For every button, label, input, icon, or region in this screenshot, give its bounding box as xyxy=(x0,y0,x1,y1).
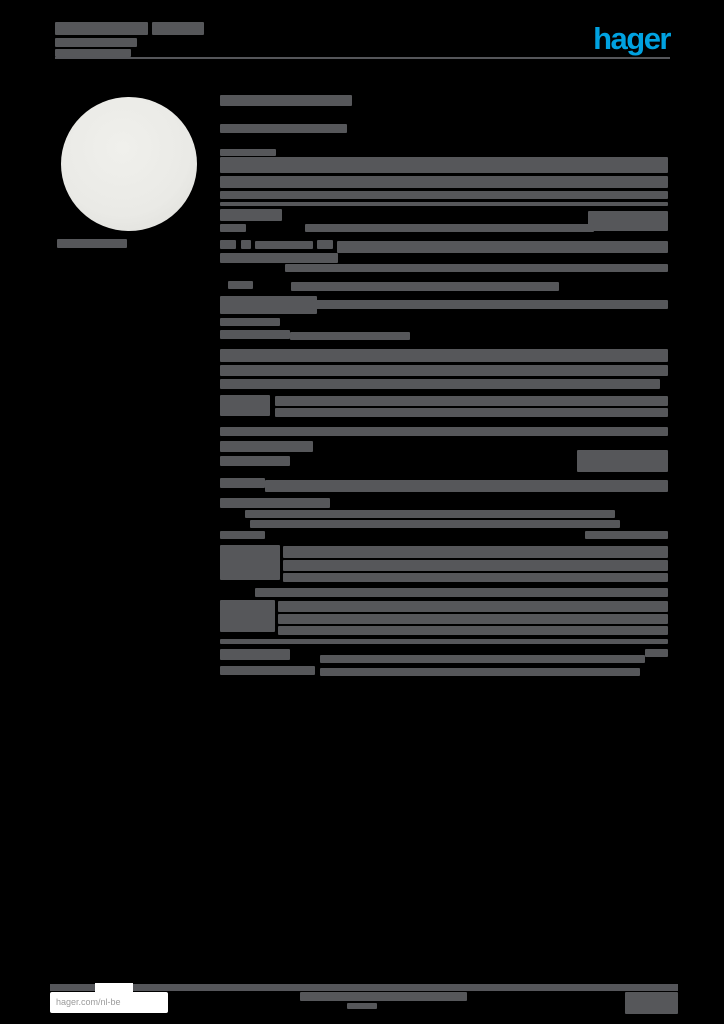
spec-rows-bar xyxy=(285,264,668,272)
product-caption-bar xyxy=(57,239,127,248)
spec-rows-bar xyxy=(220,395,270,416)
spec-rows-bar xyxy=(290,332,410,340)
spec-rows-bar xyxy=(320,655,645,663)
content-paragraph-bar xyxy=(220,149,276,156)
spec-rows-bar xyxy=(275,408,668,417)
header-title-lines-bar xyxy=(55,22,148,35)
hager-logo: hager xyxy=(593,21,670,56)
spec-rows-bar xyxy=(220,600,275,632)
spec-rows-bar xyxy=(265,480,668,492)
content-title-bar xyxy=(220,124,347,133)
spec-rows-bar xyxy=(220,365,668,376)
spec-rows-bar xyxy=(228,281,253,289)
spec-rows-bar xyxy=(337,241,668,253)
spec-rows-bar xyxy=(220,498,330,508)
spec-rows-bar xyxy=(220,456,290,466)
spec-rows-bar xyxy=(317,240,333,249)
spec-rows-bar xyxy=(278,614,668,624)
spec-rows-bar xyxy=(220,330,290,339)
spec-rows-bar xyxy=(320,668,640,676)
header-title-lines-bar xyxy=(55,38,137,47)
content-paragraph-bar xyxy=(220,191,668,199)
spec-rows-bar xyxy=(220,649,290,660)
spec-rows-bar xyxy=(291,282,559,291)
spec-rows-bar xyxy=(220,224,246,232)
content-paragraph-bar xyxy=(220,157,668,173)
spec-rows-bar xyxy=(220,296,317,314)
spec-rows-bar xyxy=(220,349,668,362)
content-paragraph-bar xyxy=(220,176,668,188)
spec-rows-bar xyxy=(220,531,265,539)
spec-rows-bar xyxy=(220,639,668,644)
spec-rows-bar xyxy=(278,601,668,612)
footer-center-bar xyxy=(347,1003,377,1009)
spec-rows-bar xyxy=(311,300,668,309)
footer-center-bar xyxy=(300,992,467,1001)
spec-rows-bar xyxy=(220,253,338,263)
spec-rows-bar xyxy=(241,240,251,249)
spec-rows-bar xyxy=(220,318,280,326)
spec-rows-bar xyxy=(220,379,660,389)
spec-rows-bar xyxy=(278,626,668,635)
spec-rows-bar xyxy=(275,396,668,406)
spec-rows-bar xyxy=(305,224,594,232)
content-title-bar xyxy=(220,95,352,106)
spec-rows-bar xyxy=(585,531,668,539)
spec-rows-bar xyxy=(250,520,620,528)
spec-rows-bar xyxy=(220,545,280,580)
spec-rows-bar xyxy=(283,573,668,582)
spec-rows-bar xyxy=(577,450,668,472)
spec-rows-bar xyxy=(220,441,313,452)
spec-rows-bar xyxy=(220,478,265,488)
spec-rows-bar xyxy=(283,560,668,571)
spec-rows-bar xyxy=(283,546,668,558)
spec-rows-bar xyxy=(220,427,668,436)
footer-pill-notch xyxy=(95,983,133,992)
spec-rows-bar xyxy=(220,240,236,249)
spec-rows-bar xyxy=(255,588,668,597)
content-paragraph-bar xyxy=(220,202,668,206)
spec-rows-bar xyxy=(220,209,282,221)
header-title-lines-bar xyxy=(152,22,204,35)
header-title-lines-bar xyxy=(55,49,131,57)
footer-right-bar xyxy=(625,992,678,1014)
spec-rows-bar xyxy=(255,241,313,249)
spec-rows-bar xyxy=(220,666,315,675)
website-link-label: hager.com/nl-be xyxy=(56,997,121,1007)
spec-rows-bar xyxy=(588,211,668,231)
spec-rows-bar xyxy=(645,649,668,657)
website-link[interactable] xyxy=(50,992,168,1013)
spec-rows-bar xyxy=(245,510,615,518)
footer-divider xyxy=(50,984,678,991)
